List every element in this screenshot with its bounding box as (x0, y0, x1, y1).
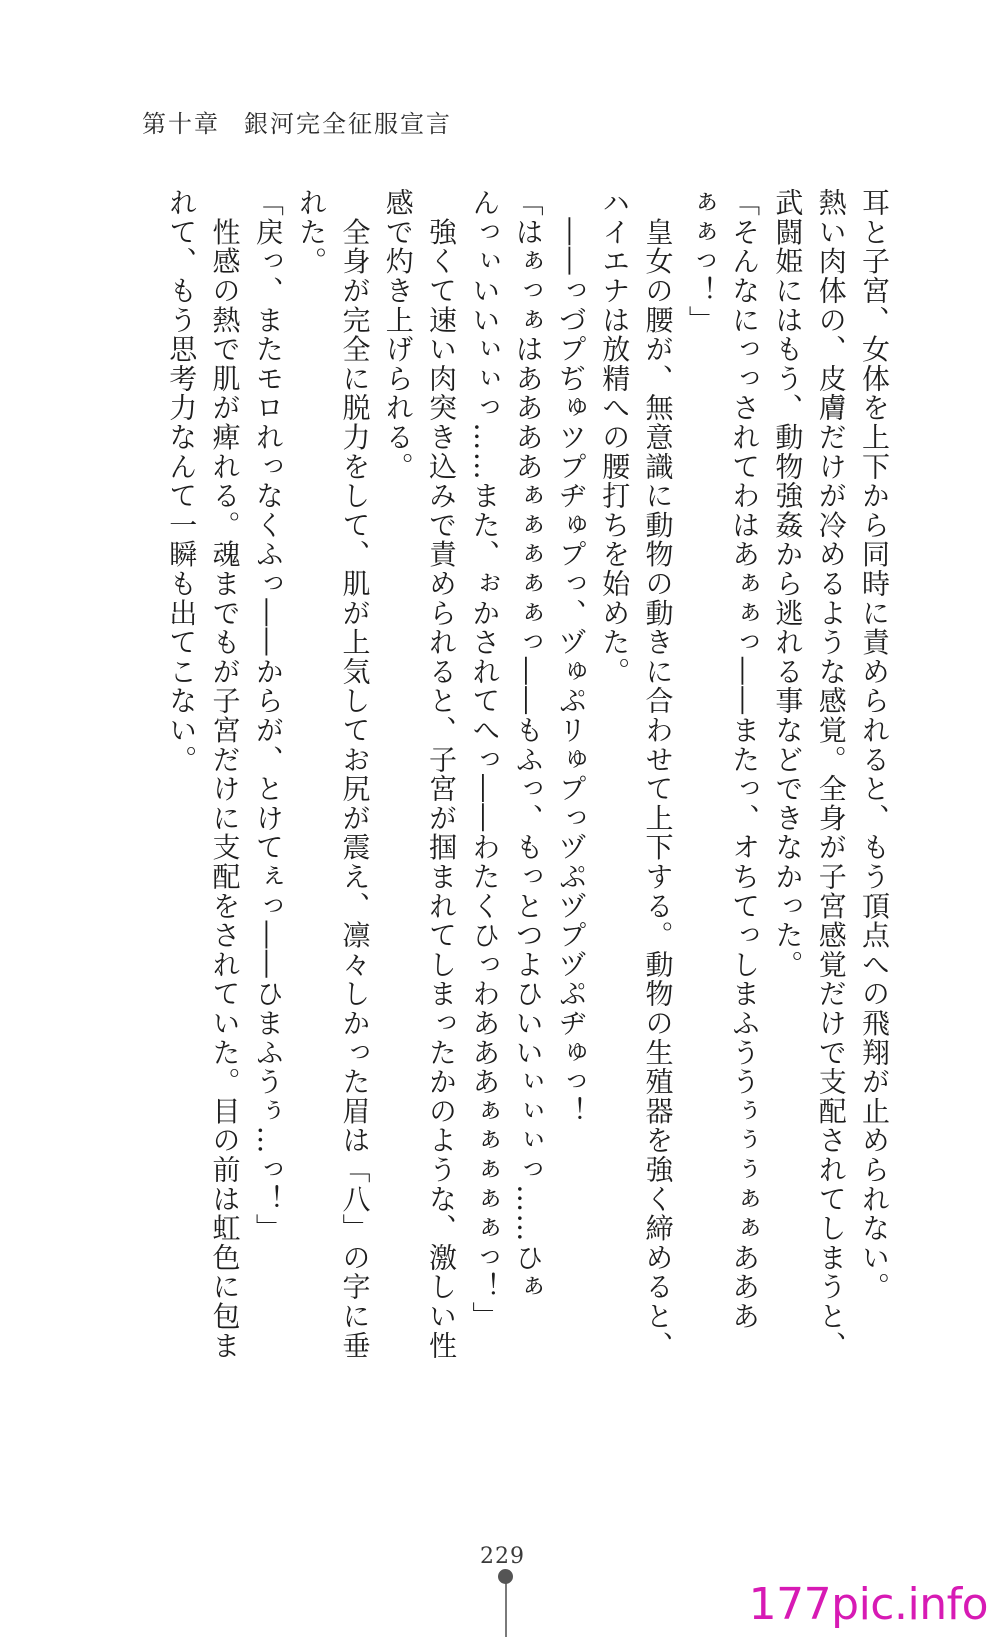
text-line: ぁぁっ！」 (684, 188, 718, 335)
text-line: 熱い肉体の、皮膚だけが冷めるような感覚。全身が子宮感覚だけで支配されてしまうと、 (814, 188, 848, 1360)
text-line: 耳と子宮、女体を上下から同時に責められると、もう頂点への飛翔が止められない。 (858, 188, 891, 1302)
page-marker-line (505, 1579, 507, 1637)
text-line: 「はぁっぁはああああぁぁぁぁぁっ――もふっ、もっとつよひいいぃぃぃっ……ひぁ (511, 188, 545, 1302)
text-line: 性感の熱で肌が痺れる。魂までもが子宮だけに支配をされていた。目の前は虹色に包ま (208, 188, 242, 1360)
vertical-body-text (160, 188, 896, 1360)
page-number: 229 (480, 1544, 525, 1569)
text-line: ハイエナは放精への腰打ちを始めた。 (598, 188, 632, 687)
text-line: 「そんなにっっされてわはあぁぁっ――またっ、オちてっしまふううぅぅぅぁぁあああ (728, 188, 762, 1331)
text-line: 強くて速い肉突き込みで責められると、子宮が掴まれてしまったかのような、激しい性 (425, 188, 459, 1360)
page-marker-dot (498, 1569, 513, 1584)
text-line: れて、もう思考力なんて一瞬も出てこない。 (165, 188, 199, 774)
text-line: んっぃいいぃぃっ……また、ぉかされてへっ――わたくひっわあああぁぁぁぁぁっ！」 (468, 188, 502, 1331)
text-line: 感で灼き上げられる。 (381, 188, 415, 481)
text-line: れた。 (295, 188, 329, 276)
text-line: ――っづプぢゅツプヂゅプっ、ヅゅぷリゅプっヅぷヅプヅぷヂゅっ！ (554, 188, 588, 1126)
watermark-text: 177pic.info (748, 1579, 988, 1630)
text-line: 皇女の腰が、無意識に動物の動きに合わせて上下する。動物の生殖器を強く締めると、 (641, 188, 675, 1360)
running-header (142, 104, 452, 139)
text-line: 「戻っ、またモロれっなくふっ――からが、とけてぇっ――ひまふうぅ…っ！」 (251, 188, 285, 1243)
text-line: 武闘姫にはもう、動物強姦から逃れる事などできなかった。 (771, 188, 805, 980)
text-line: 全身が完全に脱力をして、肌が上気してお尻が震え、凛々しかった眉は「八」の字に垂 (338, 188, 372, 1360)
chapter-number: 第十章 (142, 110, 220, 138)
chapter-title: 銀河完全征服宣言 (244, 110, 452, 138)
